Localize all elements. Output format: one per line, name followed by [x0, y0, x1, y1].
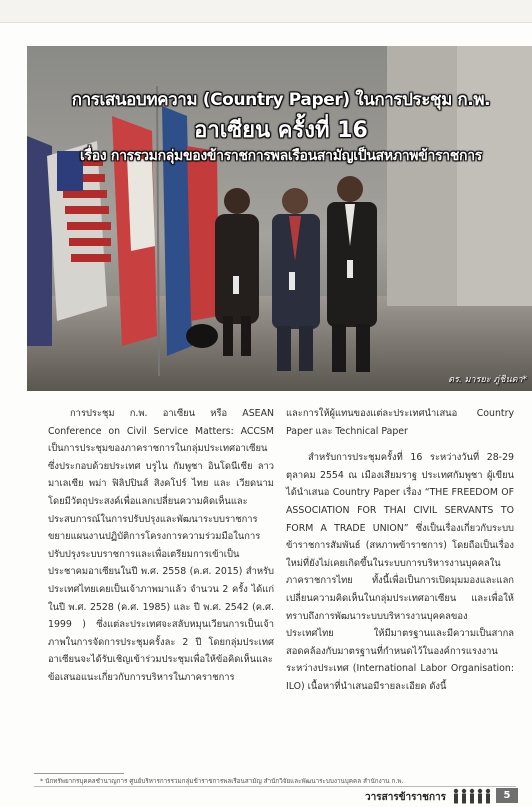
hero-photo — [27, 46, 532, 391]
body-column-left — [48, 405, 274, 696]
page-number: 5 — [496, 788, 518, 803]
headline-line-2: อาเซียน ครั้งที่ 16 — [194, 118, 368, 143]
footer-rule — [34, 786, 516, 787]
body-column-right — [286, 405, 514, 705]
footnote-divider — [34, 773, 124, 774]
people-silhouette-icon — [452, 788, 496, 804]
headline-line-1: การเสนอบทความ (Country Paper) ในการประชุม ก.พ. — [71, 90, 491, 110]
paragraph-intro: การประชุม ก.พ. อาเซียน หรือ ASEAN Conference on Civil Service Matters: ACCSM เป็นการประชุมของภาคราชการในกลุ่มประเทศอาเซียน ซึ่งประกอบด้วยประเทศ บรูไน กัมพูชา อินโดนีเซีย ลาว มาเลเซีย พม่า ฟิลิปปินส์ สิงคโปร์ ไทย และ เวียดนาม โดยมีวัตถุประสงค์เพื่อแลกเปลี่ยนความคิดเห็นและประสบการณ์ในการปรับปรุงและพัฒนาระบบราชการ ขยายแผนงานปฏิบัติการโครงการความร่วมมือในการปรับปรุงระบบราชการและเพื่อเตรียมการเข้าเป็นประชาคมอาเซียนในปี พ.ศ. 2558 (ค.ศ. 2015) สำหรับประเทศไทยเคยเป็นเจ้าภาพมาแล้ว จำนวน 2 ครั้ง ได้แก่ ในปี พ.ศ. 2528 (ค.ศ. 1985) และ ปี พ.ศ. 2542 (ค.ศ. 1999 ) ซึ่งแต่ละประเทศจะสลับหมุนเวียนการเป็นเจ้าภาพในการจัดการประชุมครั้งละ 2 ปี โดยกลุ่มประเทศอาเซียนจะได้รับเชิญเข้าร่วมประชุมเพื่อให้ข้อคิดเห็นและข้อเสนอแนะเกี่ยวกับการบริหารในภาคราชการ — [48, 408, 274, 683]
top-strip — [0, 0, 532, 23]
headline-line-3: เรื่อง การรวมกลุ่มของข้าราชการพลเรือนสามัญเป็นสหภาพข้าราชการ — [79, 148, 483, 164]
photo-credit: ดร. มารยะ ภู่ชินดา* — [448, 375, 527, 385]
magazine-name: วารสารข้าราชการ — [365, 792, 446, 803]
footnote: * นักทรัพยากรบุคคลชำนาญการ ศูนย์บริหารการรวมกลุ่มข้าราชการพลเรือนสามัญ สำนักวิจัยและพัฒนาระบบงานบุคคล สำนักงาน ก.พ. — [40, 778, 404, 785]
paragraph-meeting-16: สำหรับการประชุมครั้งที่ 16 ระหว่างวันที่ 28-29 ตุลาคม 2554 ณ เมืองเสียมราฐ ประเทศกัมพูชา ผู้เขียนได้นำเสนอ Country Paper เรื่อง “THE FREEDOM OF ASSOCIATION FOR THAI CIVIL SERVANTS TO FORM A TRADE UNION” ซึ่งเป็นเรื่องเกี่ยวกับระบบข้าราชการสัมพันธ์ (สหภาพข้าราชการ) โดยถือเป็นเรื่องใหม่ที่ยังไม่เคยเกิดขึ้นในระบบการบริหารงานบุคคลในภาคราชการไทย ทั้งนี้เพื่อเป็นการเปิดมุมมองและแลกเปลี่ยนความคิดเห็นในกลุ่มประเทศอาเซียน และเพื่อให้ทราบถึงการพัฒนาระบบบริหารงานบุคคลของประเทศไทย ให้มีมาตรฐานและมีความเป็นสากลสอดคล้องกับมาตรฐานที่กำหนดไว้ในองค์การแรงงานระหว่างประเทศ (International Labor Organisation: ILO) เนื้อหาที่นำเสนอมีรายละเอียด ดังนี้ — [286, 452, 514, 692]
paragraph-continuation: และการให้ผู้แทนของแต่ละประเทศนำเสนอ Country Paper และ Technical Paper — [286, 408, 514, 437]
